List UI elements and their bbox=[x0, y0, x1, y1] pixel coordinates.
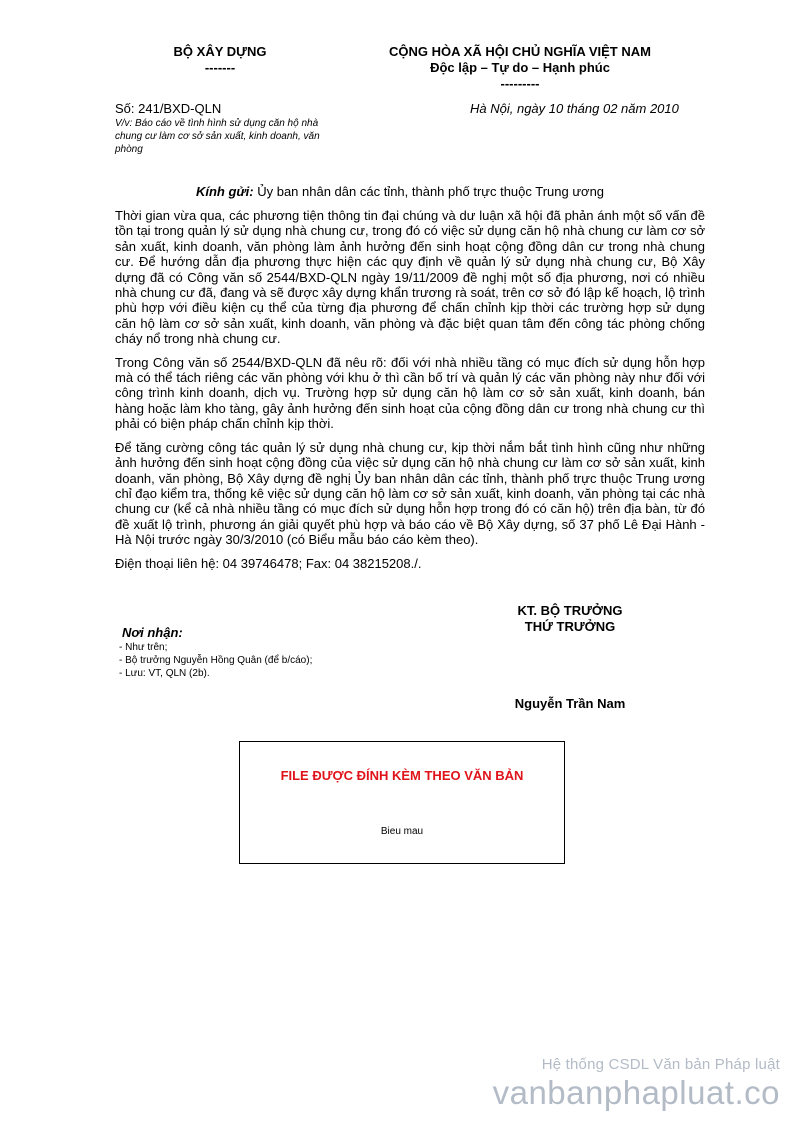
signer-name: Nguyễn Trần Nam bbox=[514, 696, 626, 711]
document-number: Số: 241/BXD-QLN bbox=[115, 101, 222, 116]
motto: Độc lập – Tự do – Hạnh phúc bbox=[430, 60, 610, 75]
body-paragraph: Thời gian vừa qua, các phương tiện thông tin đại chúng và dư luận xã hội đã phản ánh một số vấn đề tồn tại trong quản lý sử dụng nhà chung cư, trong đó có việc sử dụng căn hộ nhà chung cư làm cơ sở sản xuất, kinh doanh, văn phòng làm ảnh hưởng đến sinh hoạt cộng đồng dân cư trong nhà chung cư. Để hướng dẫn địa phương thực hiện các quy định về quản lý sử dụng nhà chung cư, Bộ Xây dựng đã có Công văn số 2544/BXD-QLN ngày 19/11/2009 đề nghị một số địa phương, nơi có nhiều nhà chung cư đã, đang và sẽ được xây dựng khẩn trương rà soát, trên cơ sở đó lập kế hoạch, lộ trình phù hợp với điều kiện cụ thể của từng địa phương để chấn chỉnh kịp thời các trường hợp sử dụng căn hộ làm cơ sở sản xuất, kinh doanh, văn phòng và đặc biệt quan tâm đến công tác phòng chống cháy nổ trong nhà chung cư. bbox=[115, 208, 705, 347]
recipient-text: Ủy ban nhân dân các tỉnh, thành phố trực thuộc Trung ương bbox=[253, 184, 605, 199]
agency-name: BỘ XÂY DỰNG bbox=[173, 44, 267, 59]
issuing-agency bbox=[130, 44, 310, 76]
body-paragraph: Điện thoại liên hệ: 04 39746478; Fax: 04 38215208./. bbox=[115, 555, 422, 571]
document-subject: V/v: Báo cáo về tình hình sử dụng căn hộ nhà chung cư làm cơ sở sản xuất, kinh doanh, văn phòng bbox=[115, 118, 320, 155]
national-header bbox=[360, 44, 680, 92]
place-date: Hà Nội, ngày 10 tháng 02 năm 2010 bbox=[470, 101, 679, 116]
signature-title bbox=[470, 603, 670, 635]
body-paragraph: Trong Công văn số 2544/BXD-QLN đã nêu rõ: đối với nhà nhiều tầng có mục đích sử dụng hỗn hợp mà có thể tách riêng các văn phòng với khu ở thì cần bố trí và quản lý các văn phòng này như đối với công trình kinh doanh, dịch vụ. Trường hợp sử dụng căn hộ làm cơ sở sản xuất, kinh doanh, bán hàng hoặc làm kho tàng, gây ảnh hưởng đến sinh hoạt của cộng đồng dân cư trong nhà chung cư thì phải có biện pháp chấn chỉnh kịp thời. bbox=[115, 354, 705, 432]
agency-rule: ------- bbox=[204, 60, 236, 75]
recipient-item: - Lưu: VT, QLN (2b). bbox=[119, 668, 210, 679]
body-paragraph: Để tăng cường công tác quản lý sử dụng nhà chung cư, kịp thời nắm bắt tình hình cũng như những ảnh hưởng đến sinh hoạt cộng đồng của việc sử dụng căn hộ nhà chung cư làm cơ sở sản xuất, kinh doanh, văn phòng, Bộ Xây dựng đề nghị Ủy ban nhân dân các tỉnh, thành phố trực thuộc Trung ương chỉ đạo kiểm tra, thống kê việc sử dụng căn hộ làm cơ sở sản xuất, kinh doanh, văn phòng tại các nhà chung cư (kể cả nhà nhiều tầng có mục đích sử dụng hỗn hợp trong đó có căn hộ) trên địa bàn, từ đó đề xuất lộ trình, phương án giải quyết phù hợp và báo cáo về Bộ Xây dựng, số 37 phố Lê Đại Hành - Hà Nội trước ngày 30/3/2010 (có Biểu mẫu báo cáo kèm theo). bbox=[115, 439, 705, 548]
attachment-title: FILE ĐƯỢC ĐÍNH KÈM THEO VĂN BẢN bbox=[280, 768, 524, 783]
recipients-heading: Nơi nhận: bbox=[122, 625, 183, 640]
recipient-line bbox=[110, 184, 690, 199]
attachment-file-link[interactable]: Bieu mau bbox=[380, 826, 424, 837]
attachment-box bbox=[239, 741, 565, 864]
document-body bbox=[115, 208, 705, 579]
recipient-item: - Như trên; bbox=[119, 642, 168, 653]
watermark-caption: Hệ thống CSDL Văn bản Pháp luật bbox=[541, 1056, 780, 1073]
nation-name: CỘNG HÒA XÃ HỘI CHỦ NGHĨA VIỆT NAM bbox=[389, 44, 651, 59]
signature-title-line1: KT. BỘ TRƯỞNG bbox=[517, 603, 623, 618]
recipients-list bbox=[119, 641, 312, 680]
watermark-site: vanbanphapluat.co bbox=[492, 1074, 780, 1111]
motto-rule: --------- bbox=[500, 76, 540, 91]
recipient-item: - Bộ trưởng Nguyễn Hồng Quân (để b/cáo); bbox=[119, 655, 313, 666]
recipient-label: Kính gửi: bbox=[195, 184, 254, 199]
signature-title-line2: THỨ TRƯỞNG bbox=[524, 619, 616, 634]
